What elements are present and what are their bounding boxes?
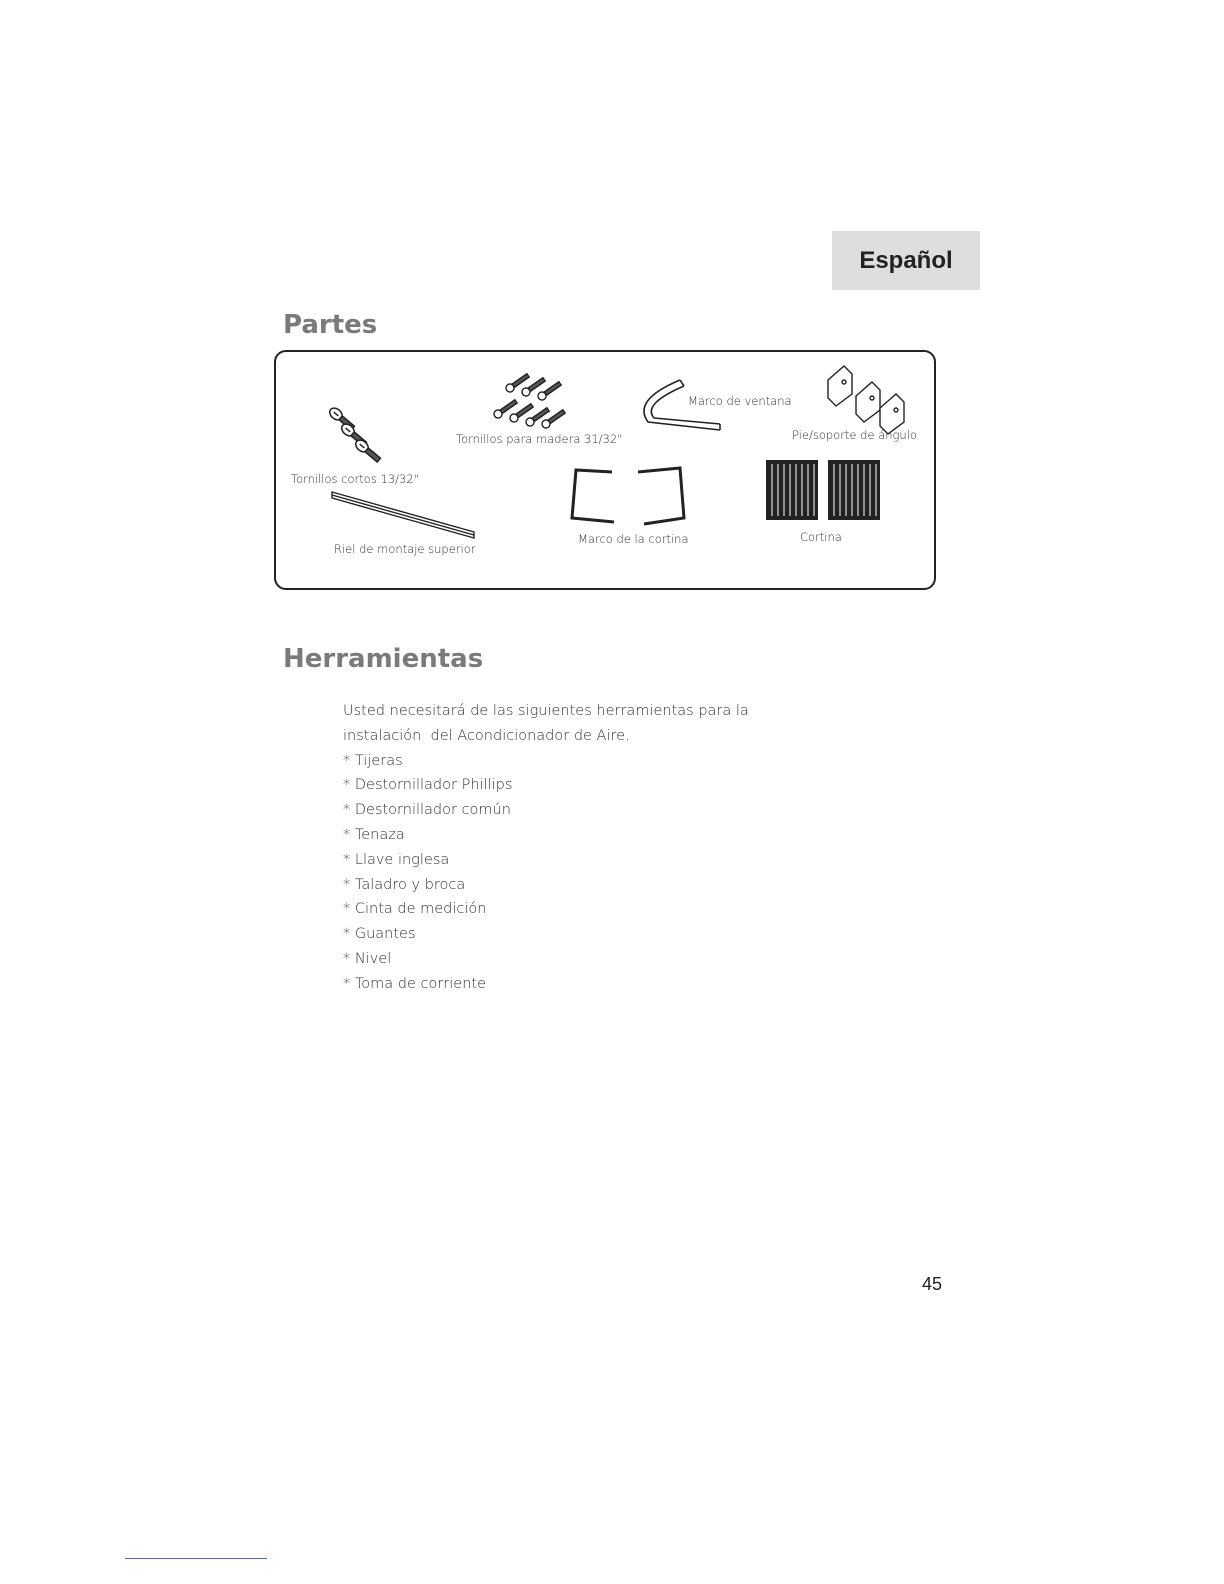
tools-list <box>343 749 903 997</box>
list-item: * Nivel <box>343 950 392 967</box>
page-number: 45 <box>922 1274 943 1294</box>
list-item: * Llave inglesa <box>343 851 450 868</box>
short-screws-illustration <box>327 406 382 464</box>
angle-bracket-label: Pie/soporte de ángulo <box>792 428 917 442</box>
tools-intro-line-1: Usted necesitará de las siguientes herramientas para la <box>343 703 749 719</box>
angle-brackets-illustration <box>828 366 904 434</box>
list-item: * Tijeras <box>343 752 403 769</box>
short-screws-label: Tornillos cortos 13/32" <box>291 472 419 486</box>
top-rail-illustration <box>332 492 474 538</box>
list-item: * Toma de corriente <box>343 975 486 992</box>
curtain-label: Cortina <box>800 530 842 544</box>
tools-heading: Herramientas <box>283 644 484 674</box>
list-item: * Taladro y broca <box>343 876 466 893</box>
curtain-frame-label: Marco de la cortina <box>578 532 689 546</box>
list-item: * Destornillador común <box>343 802 511 819</box>
footer-divider <box>125 1558 267 1559</box>
list-item: * Destornillador Phillips <box>343 777 513 794</box>
tools-section <box>343 699 903 997</box>
wood-screws-label: Tornillos para madera 31/32" <box>456 432 623 446</box>
curtain-illustration <box>766 460 880 520</box>
wood-screws-illustration <box>492 372 566 429</box>
tools-intro-line-2: instalación del Acondicionador de Aire. <box>343 727 630 744</box>
curtain-frame-illustration <box>572 468 684 524</box>
list-item: * Cinta de medición <box>343 901 487 918</box>
language-tab-label: Español <box>859 246 953 274</box>
list-item: * Guantes <box>343 926 416 943</box>
parts-heading: Partes <box>283 310 378 340</box>
top-rail-label: Riel de montaje superior <box>334 542 476 556</box>
parts-diagram <box>274 350 936 590</box>
list-item: * Tenaza <box>343 826 405 843</box>
language-tab <box>832 231 980 290</box>
window-frame-label: Marco de ventana <box>688 394 792 408</box>
